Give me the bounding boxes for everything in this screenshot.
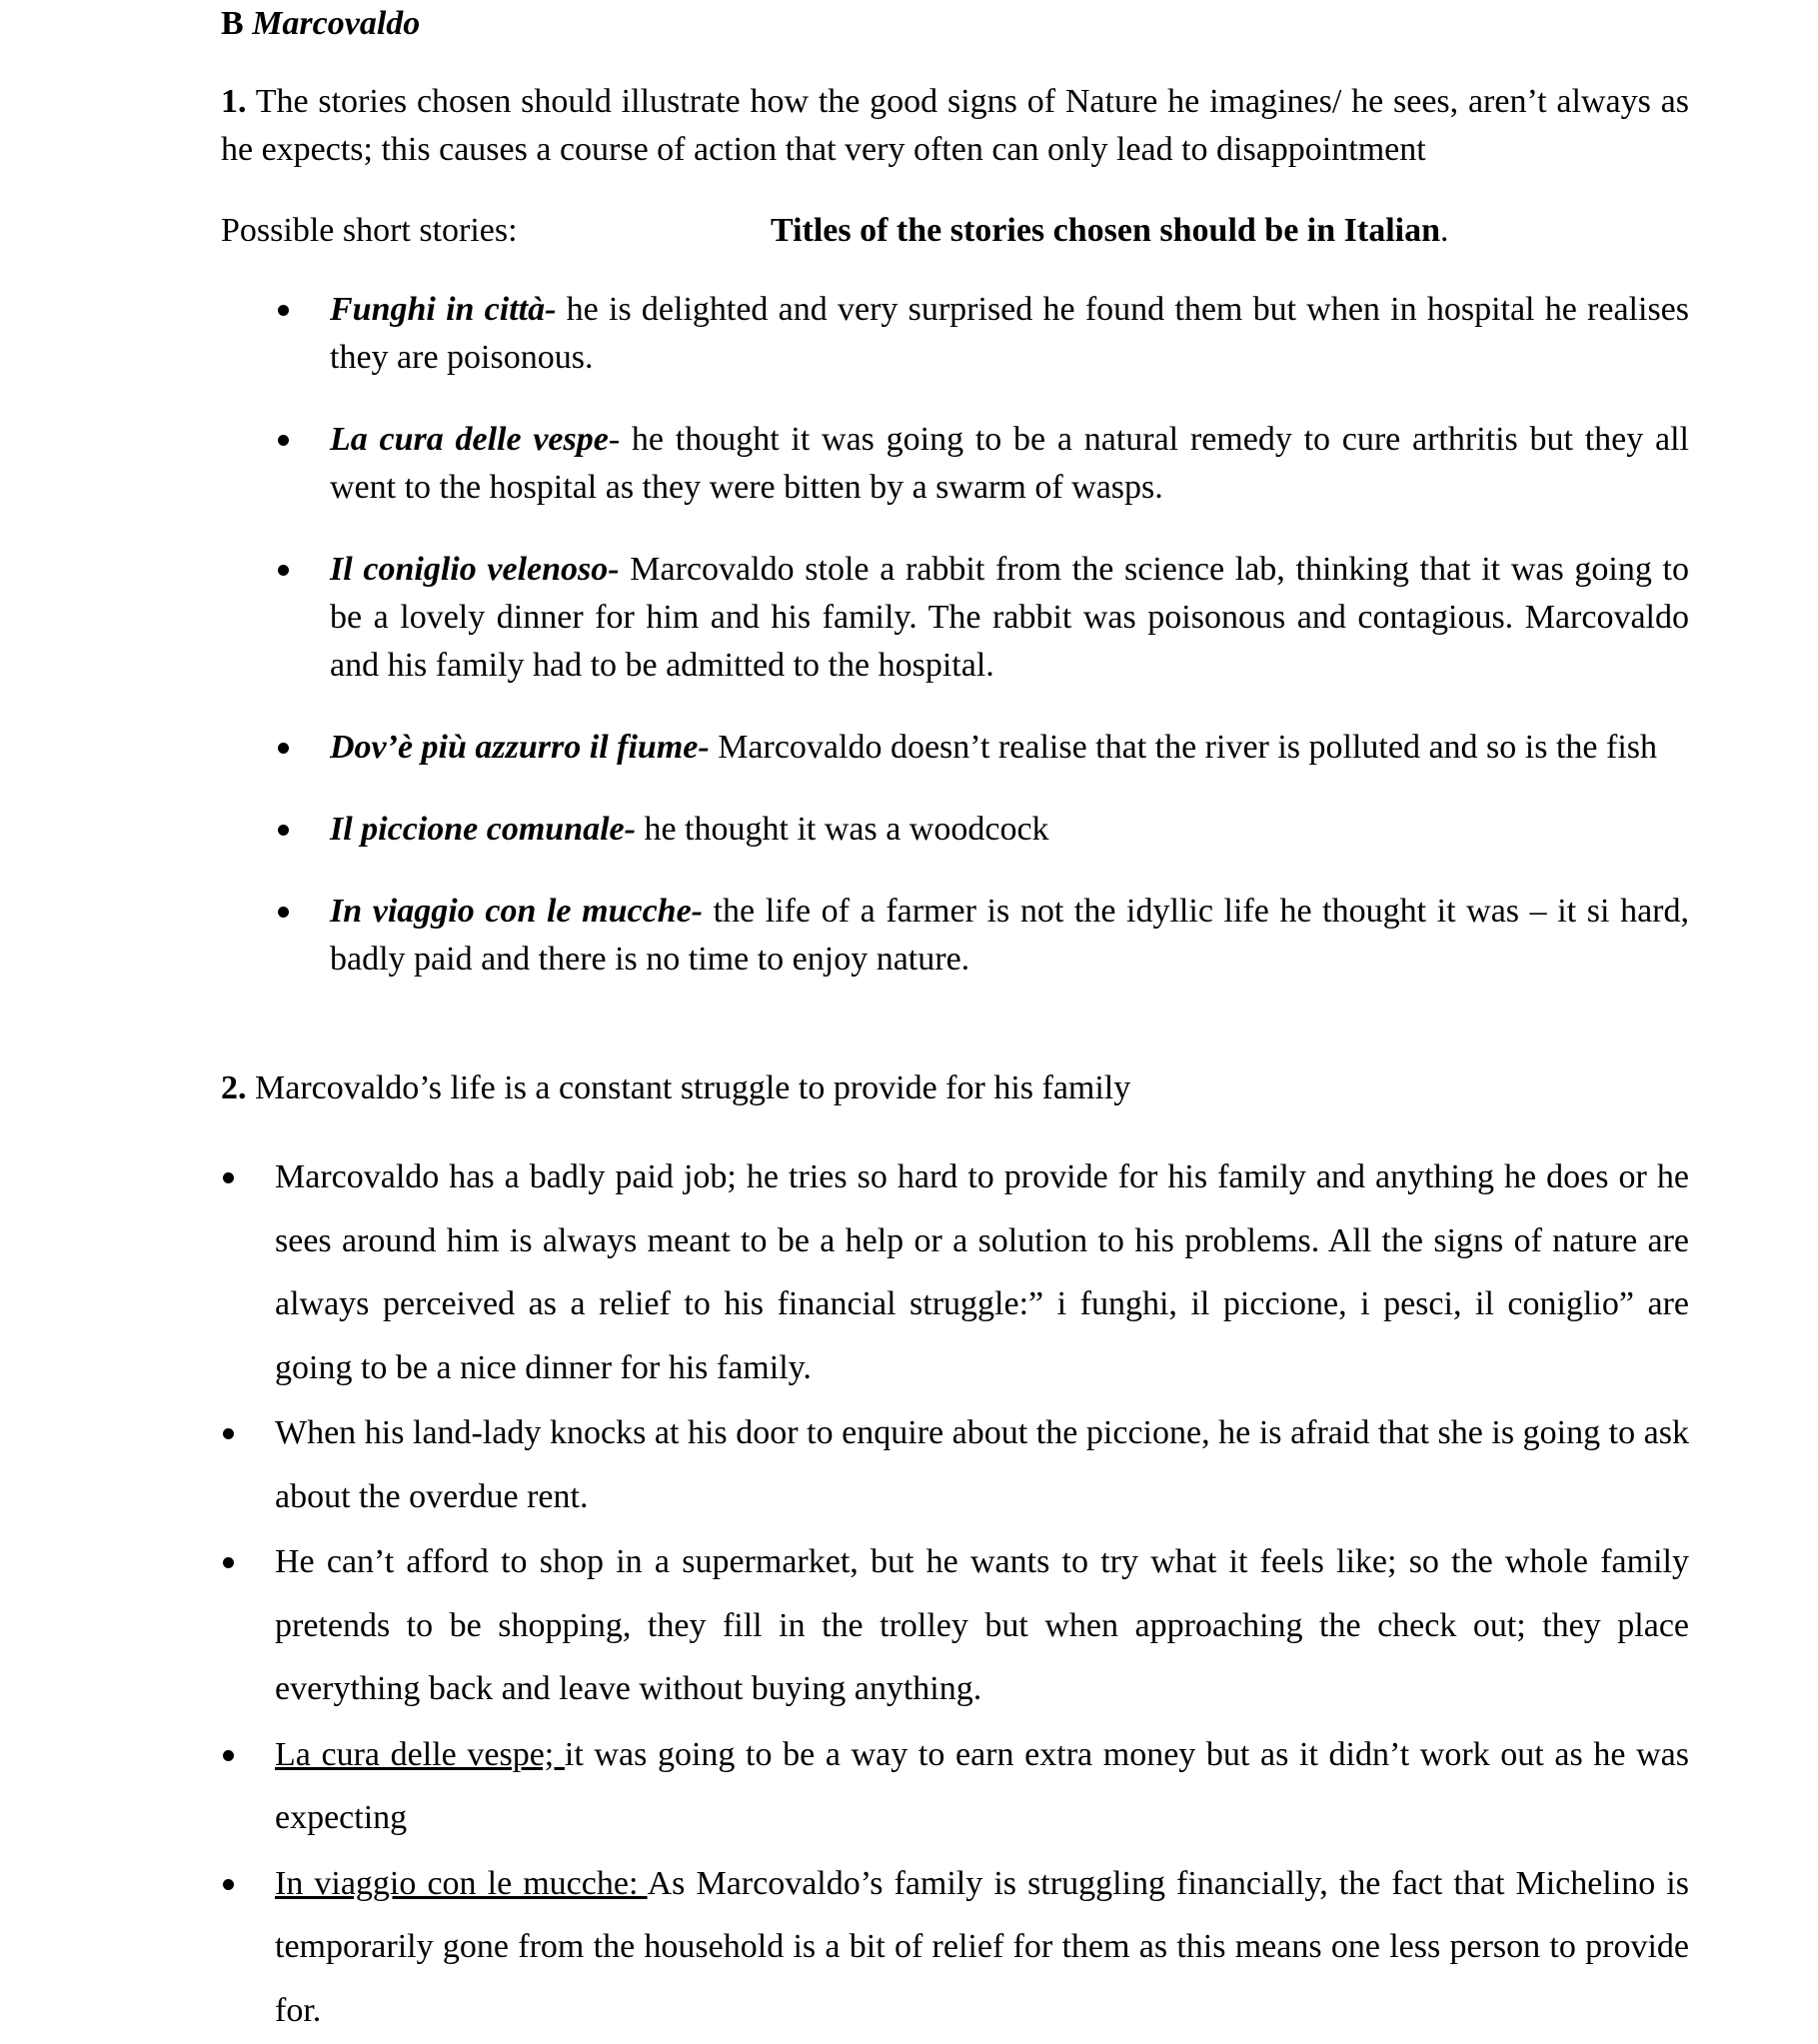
section-title: Marcovaldo (252, 5, 421, 42)
section-letter: B (221, 5, 244, 42)
bullet-icon (278, 565, 289, 576)
story-text: Marcovaldo doesn’t realise that the river is polluted and so is the fish (709, 729, 1658, 766)
titles-note-bold: Titles of the stories chosen should be in Italian (771, 212, 1441, 249)
bullet-icon (223, 1557, 234, 1568)
question-2 (221, 1064, 1130, 1112)
struggle-points-list (0, 1145, 1818, 2044)
point-underlined-title: In viaggio con le mucche: (275, 1864, 648, 1902)
question-1 (221, 78, 1689, 174)
point-text: As Marcovaldo’s family is struggling financially, the fact that Michelino is temporarily gone from the household is a bit of relief for them as this means one less person to provide for. (275, 1864, 1689, 2029)
bullet-icon (278, 743, 289, 754)
possible-stories-label: Possible short stories: (221, 212, 518, 249)
question-1-number: 1. (221, 83, 247, 120)
story-title: Il piccione comunale- (330, 811, 636, 848)
list-item (0, 724, 1689, 772)
list-item (0, 1401, 1689, 1528)
story-title: La cura delle vespe (330, 421, 609, 458)
section-heading (221, 2, 420, 46)
story-text: - he thought it was going to be a natural remedy to cure arthritis but they all went to the hospital as they were bitten by a swarm of wasps. (330, 421, 1689, 506)
bullet-icon (278, 435, 289, 446)
story-text: he thought it was a woodcock (635, 811, 1049, 848)
bullet-icon (223, 1172, 234, 1183)
titles-note-end: . (1440, 212, 1449, 249)
point-text: Marcovaldo has a badly paid job; he tries so hard to provide for his family and anything he does or he sees around him is always meant to be a help or a solution to his problems. All the signs of nature are always perceived as a relief to his financial struggle:” i funghi, il piccione, i pesci, il coniglio” are going to be a nice dinner for his family. (275, 1158, 1689, 1386)
story-text: Marcovaldo stole a rabbit from the science lab, thinking that it was going to be a lovely dinner for him and his family. The rabbit was poisonous and contagious. Marcovaldo and his family had to be admitted to the hospital. (330, 551, 1689, 684)
story-text: he is delighted and very surprised he found them but when in hospital he realises they are poisonous. (330, 291, 1689, 376)
list-item (0, 1530, 1689, 1721)
list-item (0, 1852, 1689, 2043)
story-title: Dov’è più azzurro il fiume- (330, 729, 710, 766)
bullet-icon (223, 1428, 234, 1439)
story-text: the life of a farmer is not the idyllic life he thought it was – it si hard, badly paid and there is no time to enjoy nature. (330, 893, 1689, 978)
bullet-icon (278, 305, 289, 316)
question-2-text: Marcovaldo’s life is a constant struggle to provide for his family (246, 1069, 1131, 1106)
list-item (0, 806, 1689, 854)
bullet-icon (223, 1879, 234, 1890)
list-item (0, 416, 1689, 512)
bullet-icon (278, 825, 289, 836)
question-1-text: The stories chosen should illustrate how the good signs of Nature he imagines/ he sees, aren’t always as he expects; this causes a course of action that very often can only lead to disappointment (221, 83, 1689, 168)
bullet-icon (223, 1750, 234, 1761)
list-item (0, 286, 1689, 382)
titles-note (771, 207, 1449, 255)
stories-list (0, 286, 1818, 1018)
point-text: He can’t afford to shop in a supermarket, but he wants to try what it feels like; so the whole family pretends to be shopping, they fill in the trolley but when approaching the check out; they place everything back and leave without buying anything. (275, 1543, 1689, 1707)
list-item (0, 546, 1689, 690)
point-text: When his land-lady knocks at his door to enquire about the piccione, he is afraid that she is going to ask about the overdue rent. (275, 1414, 1689, 1515)
story-title: In viaggio con le mucche- (330, 893, 703, 930)
story-title: Funghi in città- (330, 291, 557, 328)
bullet-icon (278, 907, 289, 918)
list-item (0, 888, 1689, 984)
point-underlined-title: La cura delle vespe; (275, 1735, 565, 1773)
point-text: it was going to be a way to earn extra money but as it didn’t work out as he was expecting (275, 1735, 1689, 1836)
story-title: Il coniglio velenoso- (330, 551, 620, 588)
question-2-number: 2. (221, 1069, 247, 1106)
list-item (0, 1723, 1689, 1850)
list-item (0, 1145, 1689, 1399)
